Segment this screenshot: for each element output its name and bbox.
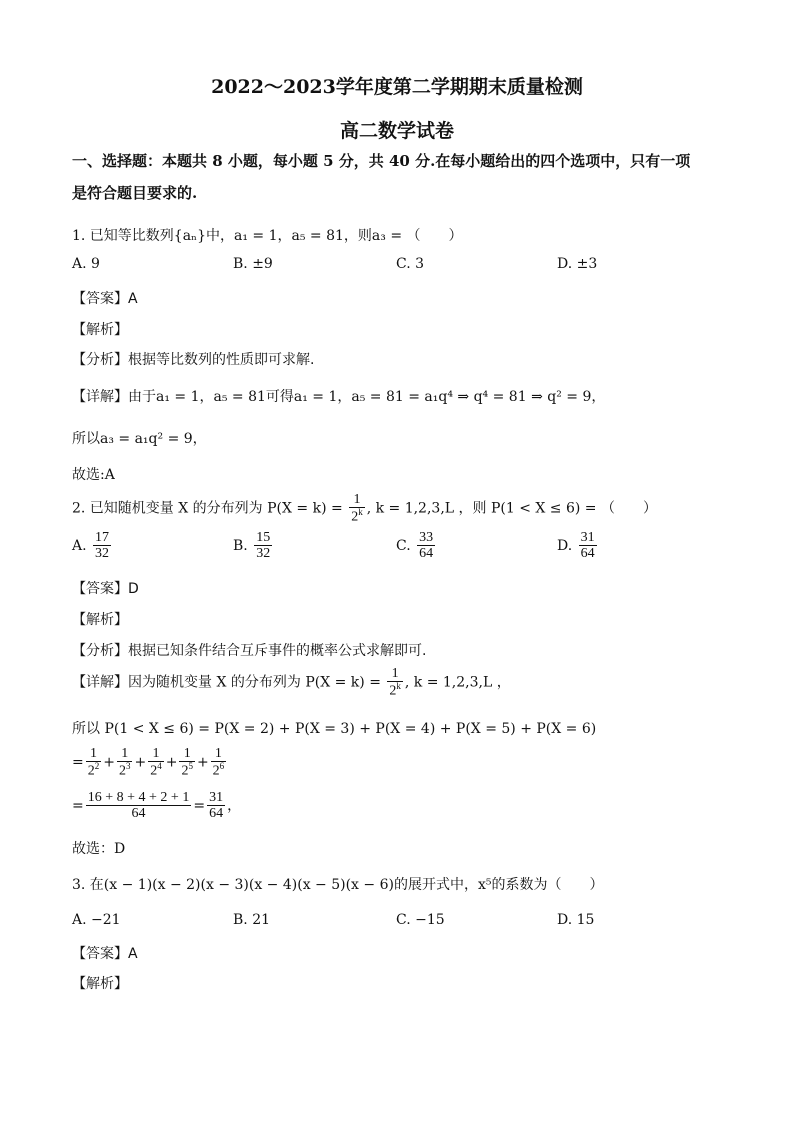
q2-equals-sign-2: = xyxy=(72,797,84,814)
q2-option-b-letter: B. xyxy=(233,537,248,554)
section-heading-line1: 一、选择题：本题共 8 小题，每小题 5 分，共 40 分.在每小题给出的四个选项中，只有一项 xyxy=(72,152,691,170)
q2-option-c-num: 33 xyxy=(419,530,434,545)
q2-term-3 xyxy=(117,746,133,779)
q3-option-c: C. −15 xyxy=(396,912,445,928)
q2-equals-sign: = xyxy=(72,754,84,771)
q2-result-denominator: 64 xyxy=(209,806,224,822)
q2-option-d-letter: D. xyxy=(557,537,573,554)
q2-choice: 故选：D xyxy=(72,841,126,857)
q2-term-5 xyxy=(179,746,195,779)
q2-option-d xyxy=(557,530,599,562)
q2-option-d-den: 64 xyxy=(580,546,595,562)
q2-term-6-num: 1 xyxy=(211,746,227,762)
q2-sum-result: = $\frac{16 + 8 + 4 + 2 + 1}{64}$ = $\frac{31}{64}$ ， xyxy=(72,790,242,822)
q2-option-a-num: 17 xyxy=(95,530,110,545)
q3-answer: 【答案】A xyxy=(72,946,138,962)
q2-stem-suffix: , k = 1,2,3,L ，则 P(1 < X ≤ 6) = （ ） xyxy=(366,500,657,517)
q2-option-c-den: 64 xyxy=(419,546,434,562)
q2-pmf-numerator: 1 xyxy=(349,492,365,508)
q2-detail-numerator: 1 xyxy=(387,666,403,682)
q1-fenxi: 【分析】根据等比数列的性质即可求解. xyxy=(72,352,315,368)
q2-detail-suffix: , k = 1,2,3,L ， xyxy=(404,674,511,691)
q2-option-a-fraction xyxy=(93,530,111,562)
q1-detail-2: 所以a₃ = a₁q² = 9， xyxy=(72,431,207,447)
q2-pmf-fraction xyxy=(349,492,365,525)
q2-sum-line: 所以 P(1 < X ≤ 6) = P(X = 2) + P(X = 3) + P(X = 4) + P(X = 5) + P(X = 6) xyxy=(72,721,597,737)
q1-detail-1: 【详解】由于a₁ = 1，a₅ = 81可得a₁ = 1，a₅ = 81 = a₁q⁴ ⇒ q⁴ = 81 ⇒ q² = 9， xyxy=(72,389,606,405)
q2-term-3-den: $2^3$ xyxy=(118,761,131,780)
q1-option-a: A. 9 xyxy=(72,256,100,272)
q3-option-d: D. 15 xyxy=(557,912,595,928)
q2-option-c-fraction xyxy=(417,530,435,562)
q2-option-b-fraction xyxy=(254,530,272,562)
q2-result-numerator: 31 xyxy=(209,790,224,805)
q3-stem: 3. 在(x − 1)(x − 2)(x − 3)(x − 4)(x − 5)(x − 6)的展开式中，x⁵的系数为（ ） xyxy=(72,877,604,893)
page-subtitle: 高二数学试卷 xyxy=(339,120,454,142)
q2-term-4 xyxy=(148,746,164,779)
section-heading-line2: 是符合题目要求的. xyxy=(72,184,198,202)
q2-option-d-num: 31 xyxy=(580,530,595,545)
q2-stem-prefix: 2. 已知随机变量 X 的分布列为 P(X = k) = xyxy=(72,500,348,517)
q2-option-a-letter: A. xyxy=(72,537,87,554)
q2-option-a-den: 32 xyxy=(95,546,110,562)
q2-detail-1 xyxy=(72,666,511,699)
q2-answer: 【答案】D xyxy=(72,581,139,597)
q2-term-5-num: 1 xyxy=(179,746,195,762)
q2-fenxi: 【分析】根据已知条件结合互斥事件的概率公式求解即可. xyxy=(72,643,427,659)
q1-choice: 故选:A xyxy=(72,467,115,483)
q2-term-4-num: 1 xyxy=(148,746,164,762)
q2-term-2-num: 1 xyxy=(86,746,102,762)
q2-term-6 xyxy=(211,746,227,779)
q2-option-a xyxy=(72,530,113,562)
q1-option-c: C. 3 xyxy=(396,256,425,272)
q3-option-a: A. −21 xyxy=(72,912,121,928)
q2-term-2-den: $2^2$ xyxy=(87,761,100,780)
q2-term-3-num: 1 xyxy=(117,746,133,762)
q2-sum-fraction xyxy=(86,790,192,822)
q2-term-5-den: $2^5$ xyxy=(181,761,193,780)
q2-sum-denominator: 64 xyxy=(131,806,146,822)
q1-option-d: D. ±3 xyxy=(557,256,598,272)
q2-option-c-letter: C. xyxy=(396,537,411,554)
q2-jiexi: 【解析】 xyxy=(72,612,128,628)
q2-stem xyxy=(72,492,657,525)
q3-jiexi: 【解析】 xyxy=(72,976,128,992)
q2-term-4-den: $2^4$ xyxy=(150,761,162,780)
q2-option-b xyxy=(233,530,274,562)
q2-term-2 xyxy=(86,746,102,779)
q2-detail-prefix: 【详解】因为随机变量 X 的分布列为 P(X = k) = xyxy=(72,674,386,691)
q3-option-b: B. 21 xyxy=(233,912,271,928)
q2-detail-denominator: 2$^k$ xyxy=(389,681,401,700)
q1-answer: 【答案】A xyxy=(72,291,138,307)
q2-option-b-den: 32 xyxy=(256,546,271,562)
q2-pmf-denominator: 2$^k$ xyxy=(351,507,363,526)
q2-option-c xyxy=(396,530,437,562)
page-title: 2022～2023学年度第二学期期末质量检测 xyxy=(211,76,583,98)
q2-option-b-num: 15 xyxy=(256,530,271,545)
q2-result-fraction xyxy=(207,790,225,822)
q2-sum-numerator: 16 + 8 + 4 + 2 + 1 xyxy=(87,790,190,805)
q2-sum-expansion: = $\frac{1}{2^2}$ + $\frac{1}{2^3}$ + $\frac{1}{2^4}$ + $\frac{1}{2^5}$ + $\frac{1}{2^6}$ xyxy=(72,746,225,780)
q1-jiexi: 【解析】 xyxy=(72,322,128,338)
q1-stem: 1. 已知等比数列{aₙ}中，a₁ = 1，a₅ = 81，则a₃ = （ ） xyxy=(72,228,463,244)
q2-option-d-fraction xyxy=(579,530,597,562)
q1-option-b: B. ±9 xyxy=(233,256,273,272)
q2-term-6-den: $2^6$ xyxy=(212,761,225,780)
q2-detail-fraction xyxy=(387,666,403,699)
